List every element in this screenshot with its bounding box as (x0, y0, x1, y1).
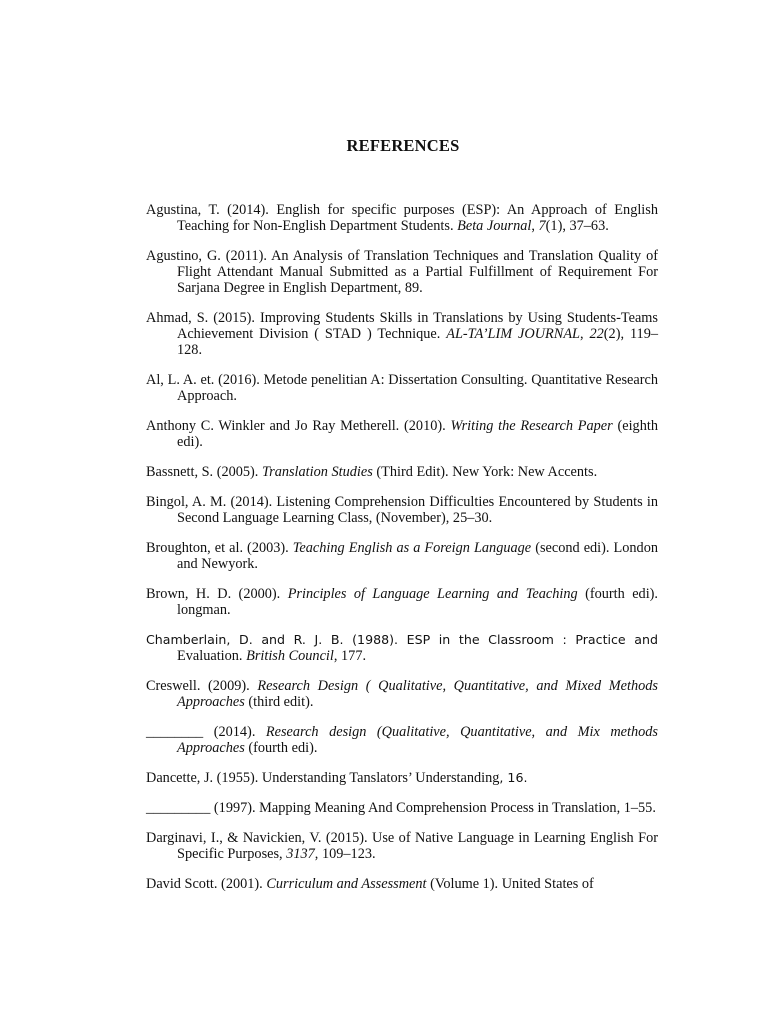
reference-entry: David Scott. (2001). Curriculum and Assessment (Volume 1). United States of (146, 876, 594, 892)
reference-entry: Darginavi, I., & Navickien, V. (2015). Use of Native Language in Learning English For Specific Purposes, 3137, 109–123. (146, 830, 658, 862)
reference-entry: Brown, H. D. (2000). Principles of Language Learning and Teaching (fourth edi). longman. (146, 586, 659, 618)
reference-entry: Creswell. (2009). Research Design ( Qualitative, Quantitative, and Mixed Methods Approaches (third edit). (146, 678, 658, 710)
reference-entry: Al, L. A. et. (2016). Metode penelitian A: Dissertation Consulting. Quantitative Research Approach. (146, 372, 658, 404)
reference-entry: _________ (1997). Mapping Meaning And Comprehension Process in Translation, 1–55. (146, 800, 656, 816)
reference-entry: Bingol, A. M. (2014). Listening Comprehension Difficulties Encountered by Students in Second Language Learning Class, (November), 25–30. (146, 494, 658, 526)
reference-entry: Bassnett, S. (2005). Translation Studies (Third Edit). New York: New Accents. (146, 464, 598, 480)
reference-entry: Agustino, G. (2011). An Analysis of Translation Techniques and Translation Quality of Flight Attendant Manual Submitted as a Partial Fulfillment of Requirement For Sarjana Degree in English Department, 89. (146, 248, 658, 296)
reference-entry: ________ (2014). Research design (Qualitative, Quantitative, and Mix methods Approaches (fourth edi). (146, 724, 658, 756)
reference-entry: Dancette, J. (1955). Understanding Tanslators’ Understanding, 16. (146, 770, 528, 786)
reference-entry: Anthony C. Winkler and Jo Ray Metherell. (2010). Writing the Research Paper (eighth edi). (146, 418, 658, 450)
reference-entry: Chamberlain, D. and R. J. B. (1988). ESP in the Classroom : Practice and Evaluation. British Council, 177. (146, 632, 658, 664)
reference-entry: Agustina, T. (2014). English for specific purposes (ESP): An Approach of English Teaching for Non-English Department Students. Beta Journal, 7(1), 37–63. (146, 202, 658, 234)
reference-list (146, 202, 658, 906)
page-title: REFERENCES (346, 136, 460, 155)
reference-entry: Broughton, et al. (2003). Teaching English as a Foreign Language (second edi). London and Newyork. (146, 540, 659, 572)
reference-entry: Ahmad, S. (2015). Improving Students Skills in Translations by Using Students-Teams Achievement Division ( STAD ) Technique. AL-TA’LIM JOURNAL, 22(2), 119–128. (146, 310, 659, 358)
